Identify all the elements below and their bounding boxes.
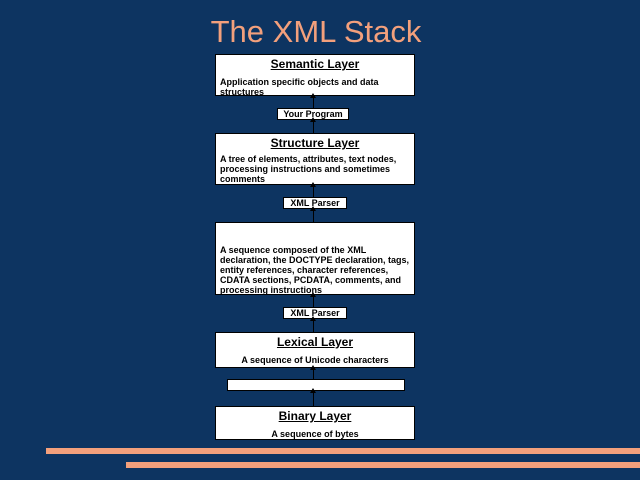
- semantic-layer-box: [215, 54, 415, 96]
- arrow-structure-to-program: [313, 121, 314, 133]
- structure-layer-description: A tree of elements, attributes, text nodes, processing instructions and sometimes comments: [220, 154, 397, 184]
- binary-layer-heading: Binary Layer: [278, 409, 352, 423]
- binary-layer-description: A sequence of bytes: [271, 429, 359, 439]
- semantic-layer-description: Application specific objects and data structures: [220, 77, 379, 97]
- arrow-parser-to-structure: [313, 186, 314, 197]
- xml-parser-label-lower: XML Parser: [283, 307, 347, 319]
- slide-title: The XML Stack: [210, 14, 422, 49]
- decorative-stripe-lower: [126, 462, 640, 468]
- xml-parser-label-upper: XML Parser: [283, 197, 347, 209]
- arrow-program-to-semantic: [313, 97, 314, 108]
- syntax-layer-box: [215, 222, 415, 295]
- arrow-syntax-to-parser: [313, 210, 314, 222]
- arrow-decoder-to-lexical: [313, 369, 314, 379]
- arrow-lexical-to-parser: [313, 320, 314, 332]
- decorative-stripe-upper: [46, 448, 640, 454]
- structure-layer-heading: Structure Layer: [270, 136, 360, 150]
- lexical-layer-heading: Lexical Layer: [276, 335, 354, 349]
- semantic-layer-heading: Semantic Layer: [270, 57, 360, 71]
- binary-layer-box: [215, 406, 415, 440]
- syntax-layer-description: A sequence composed of the XML declaration, the DOCTYPE declaration, tags, entity references, character references, CDATA sections, PCDATA, comments, and processing instructions: [220, 245, 410, 295]
- lexical-layer-description: A sequence of Unicode characters: [241, 355, 389, 365]
- arrow-binary-to-decoder: [313, 392, 314, 406]
- lexical-layer-box: [215, 332, 415, 368]
- arrow-parser-to-syntax: [313, 296, 314, 307]
- structure-layer-box: [215, 133, 415, 185]
- your-program-label: Your Program: [277, 108, 349, 120]
- decoder-label: [227, 379, 405, 391]
